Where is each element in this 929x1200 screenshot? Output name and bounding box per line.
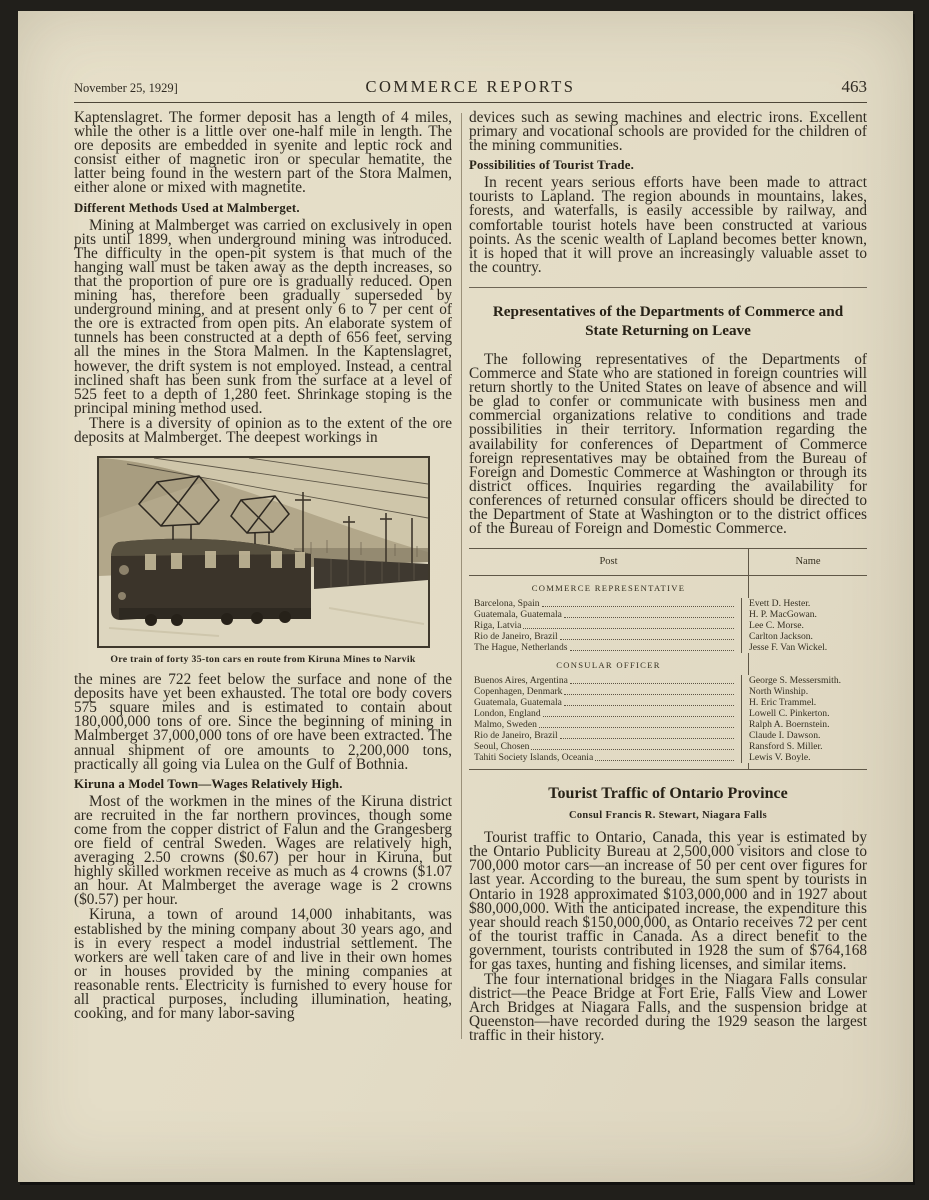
name-cell: George S. Messersmith. [749,675,842,687]
post-cell: Seoul, Chosen [474,741,530,753]
issue-date: November 25, 1929] [74,81,178,95]
paragraph-devices: devices such as sewing machines and electric irons. Excellent primary and vocational schools are provided for the children of the mining communities. [469,109,867,155]
name-cell: North Winship. [749,686,809,698]
article-separator-rule [469,287,867,288]
page-header [74,77,867,97]
table-row [469,686,867,697]
dotted-leader [523,628,734,629]
dotted-leader [531,749,734,750]
table-row [469,730,867,741]
table-bottom-pad [469,763,867,769]
dotted-leader [570,650,734,651]
paragraph-kiruna-town: Kiruna, a town of around 14,000 inhabitants, was established by the mining company about 30 years ago, and is in every respect a model industrial settlement. The workers are well taken care of and live in their own homes or in houses provided by the mining companies at reasonable rents. Electricity is furnished to every house for all practical purposes, including illumination, heating, cooking, and for many labor-saving [74,906,452,1023]
section-label-consular: CONSULAR OFFICER [469,653,749,675]
name-cell: Claude I. Dawson. [749,730,821,742]
column-divider-rule [461,113,462,1039]
paragraph-ontario-bridges: The four international bridges in the Niagara Falls consular district—the Peace Bridge at Fort Erie, Falls View and Lower Arch Bridges at Niagara Falls, and the suspension bridge at Queenston—have recorded during the 1929 season the largest traffic in their history. [469,971,867,1045]
reps-article-title: Representatives of the Departments of Commerce and State Returning on Leave [492,302,844,339]
photo-caption: Ore train of forty 35-ton cars en route from Kiruna Mines to Narvik [110,654,416,666]
name-cell: Jesse F. Van Wickel. [749,642,828,654]
table-row [469,609,867,620]
post-cell: Riga, Latvia [474,620,522,632]
subhead-different-methods: Different Methods Used at Malmberget. [74,200,300,215]
dotted-leader [570,683,734,684]
dotted-leader [564,705,734,706]
post-cell: Barcelona, Spain [474,598,540,610]
subhead-kiruna-model-town: Kiruna a Model Town—Wages Relatively High. [74,776,343,791]
name-cell: H. P. MacGowan. [749,609,817,621]
paragraph-ontario-traffic: Tourist traffic to Ontario, Canada, this year is estimated by the Ontario Publicity Bureau at 2,500,000 visitors and close to 700,000 motor cars—an increase of 50 per cent over figures for last year. According to the bureau, the sum spent by tourists in Ontario in 1928 approximated $103,000,000 and in 1927 about $80,000,000. With the anticipated increase, the expenditure this year should reach $150,000,000, as Ontario receives 72 per cent of the tourist traffic in Canada. As a direct benefit to the government, tourists contributed in 1928 the sum of $764,168 for gas taxes, hunting and fishing licenses, and similar items. [469,829,867,973]
name-cell: Lewis V. Boyle. [749,752,811,764]
post-cell: Rio de Janeiro, Brazil [474,730,558,742]
ore-train-photo [97,456,430,648]
table-row [469,697,867,708]
representatives-table [469,548,867,770]
dotted-leader [539,727,734,728]
table-row [469,719,867,730]
name-cell: Evett D. Hester. [749,598,811,610]
post-cell: Copenhagen, Denmark [474,686,563,698]
section-label-commerce: COMMERCE REPRESENTATIVE [469,576,749,598]
post-cell: Guatemala, Guatemala [474,609,562,621]
publication-title: COMMERCE REPORTS [365,77,576,96]
column-header-name: Name [795,556,821,568]
name-cell: H. Eric Trammel. [749,697,817,709]
name-cell: Carlton Jackson. [749,631,813,643]
post-cell: Guatemala, Guatemala [474,697,562,709]
table-section-row [469,576,867,598]
dotted-leader [564,694,734,695]
paragraph-kaptenslagret: Kaptenslagret. The former deposit has a length of 4 miles, while the other is a little over one-half mile in length. The ore deposits are embedded in syenite and leptic rock and consist either of magnetic iron or specular hematite, the latter being found in the western part of the Stora Malmen, either alone or mixed with magnetite. [74,109,452,197]
name-cell: Lee C. Morse. [749,620,804,632]
paragraph-lapland: In recent years serious efforts have been made to attract tourists to Lapland. The region abounds in mountains, lakes, forests, and waterfalls, is easily accessible by railway, and comfortable tourist hotels have been constructed at various points. As the scenic wealth of Lapland becomes better known, it is hoped that it will prove an increasingly valuable asset to the country. [469,174,867,276]
dotted-leader [542,606,734,607]
paragraph-wages: Most of the workmen in the mines of the Kiruna district are recruited in the far northern provinces, though some come from the copper district of Falun and the Grangesberg ore field of central Sweden. Wages are relatively high, averaging 2.50 crowns ($0.67) per hour in Kiruna, but highly skilled workmen receive as much as 4 crowns ($1.07 an hour. At Malmberget the average wage is 2 crowns ($0.57) per hour. [74,792,452,909]
dotted-leader [564,617,734,618]
table-row [469,642,867,653]
table-row [469,741,867,752]
paragraph-reps-intro: The following representatives of the Departments of Commerce and State who are stationed in foreign countries will return shortly to the United States on leave of absence and will be glad to confer or communicate with business men and commercial organizations relative to conditions and trade possibilities in their territory. Information regarding the availability for conferences of Department of Commerce foreign representatives may be obtained from the Bureau of Foreign and Domestic Commerce at Washington or through its district offices. Inquiries regarding the availability for conferences of returned consular officers should be directed to the Department of State at Washington or to the district offices of the Bureau of Foreign and Domestic Commerce. [469,350,867,538]
subhead-tourist-trade: Possibilities of Tourist Trade. [469,158,634,173]
dotted-leader [560,639,734,640]
table-row [469,708,867,719]
page-number: 463 [841,77,867,96]
left-column [74,111,452,1045]
table-row [469,598,867,609]
paragraph-mines-depth: the mines are 722 feet below the surface and none of the deposits have yet been exhausted. The total ore body covers 575 square miles and is estimated to contain about 180,000,000 tons of ore. Since the beginning of mining in Malmberget 37,000,000 tons of ore have been extracted. The annual shipment of ore amounts to 2,200,000 tons, practically all going via Lulea on the Gulf of Bothnia. [74,671,452,773]
post-cell: Buenos Aires, Argentina [474,675,568,687]
ore-train-illustration [99,458,428,646]
name-cell: Ralph A. Boernstein. [749,719,830,731]
table-row [469,752,867,763]
post-cell: London, England [474,708,541,720]
ontario-article-title: Tourist Traffic of Ontario Province [548,785,788,803]
paragraph-mining-malmberget: Mining at Malmberget was carried on exclusively in open pits until 1899, when underground mining was introduced. The difficulty in the open-pit system is that much of the hanging wall must be taken away as the depth increases, so that the proportion of pure ore is gradually reduced. Open mining has, therefore been gradually superseded by underground mining, and at present only 6 to 7 per cent of the ore is extracted from open pits. An elaborate system of tunnels has been constructed at a depth of 656 feet, serving all the mines in the Stora Malmen. In the Kaptenslagret, however, the drift system is not employed. Instead, a central inclined shaft has been sunk from the surface at a level of 525 feet to a depth of 1,280 feet. Shrinkage stoping is the principal mining method used. [74,216,452,417]
ontario-article-byline: Consul Francis R. Stewart, Niagara Falls [568,810,768,822]
post-cell: Rio de Janeiro, Brazil [474,631,558,643]
table-header-row [469,549,867,576]
table-row [469,631,867,642]
dotted-leader [595,760,734,761]
name-cell: Lowell C. Pinkerton. [749,708,830,720]
table-section-row [469,653,867,675]
table-row [469,675,867,686]
scanned-page [18,11,913,1182]
post-cell: Tahiti Society Islands, Oceania [474,752,594,764]
header-rule [74,102,867,103]
table-row [469,620,867,631]
paragraph-diversity-opinion: There is a diversity of opinion as to the extent of the ore deposits at Malmberget. The deepest workings in [74,414,452,446]
name-cell: Ransford S. Miller. [749,741,823,753]
post-cell: The Hague, Netherlands [474,642,568,654]
post-cell: Malmo, Sweden [474,719,537,731]
dotted-leader [543,716,734,717]
dotted-leader [560,738,734,739]
column-header-post: Post [469,549,749,575]
right-column [469,111,867,1045]
